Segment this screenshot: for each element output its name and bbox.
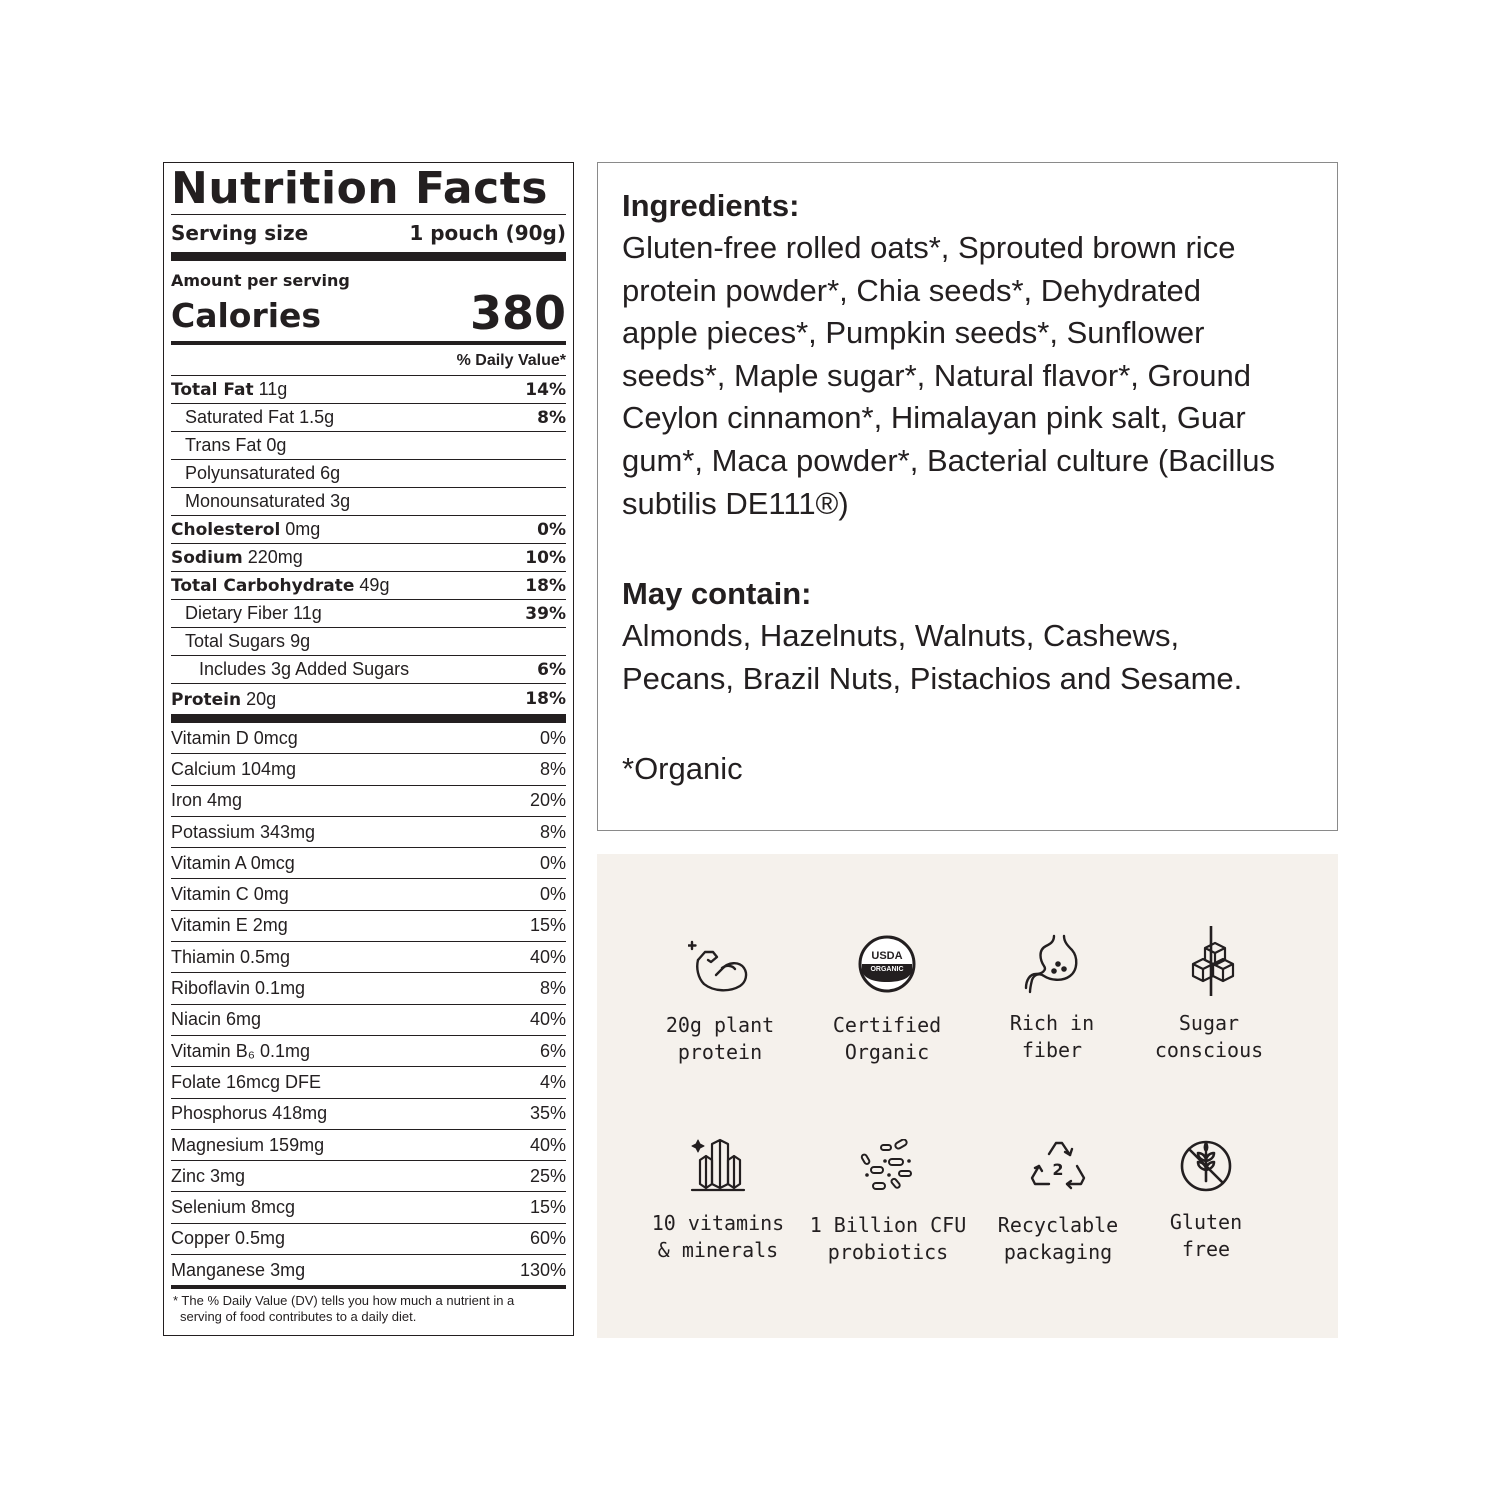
vitamin-mineral-row (171, 1066, 566, 1097)
vitamin-mineral-label: Thiamin 0.5mg (171, 946, 291, 967)
vitamin-mineral-label: Vitamin B₆ 0.1mg (171, 1040, 310, 1061)
nutrient-name: Total Carbohydrate (171, 576, 355, 596)
ingredients-line: apple pieces*, Pumpkin seeds*, Sunflower (622, 315, 1205, 351)
vitamin-mineral-dv: 0% (539, 852, 566, 873)
nutrient-amount: 9g (290, 631, 311, 651)
seal-top-text: USDA (871, 950, 903, 962)
seal-band-text: ORGANIC (870, 966, 904, 973)
nutrient-row-total-fat (171, 375, 566, 403)
vitamin-mineral-row (171, 1191, 566, 1222)
ingredients-panel (597, 162, 1338, 831)
vitamin-mineral-label: Vitamin C 0mg (171, 884, 289, 905)
nutrient-row-monounsaturated (171, 487, 566, 515)
vitamin-mineral-row (171, 972, 566, 1003)
nutrient-row-total-carbohydrate (171, 571, 566, 599)
vitamin-mineral-row (171, 1004, 566, 1035)
nutrient-name: Sodium (171, 548, 243, 568)
vitamin-mineral-dv: 8% (539, 758, 566, 779)
vitamin-mineral-row (171, 1098, 566, 1129)
nutrient-amount: 1.5g (299, 407, 335, 427)
nutrient-dv: 18% (525, 575, 566, 596)
may-contain-line: Pecans, Brazil Nuts, Pistachios and Sesame. (622, 660, 1243, 696)
nutrient-name: Includes 3g Added Sugars (199, 659, 410, 679)
nutrient-dv: 8% (537, 407, 566, 428)
calories-block (171, 271, 566, 341)
nutrient-row-total-sugars (171, 627, 566, 655)
ingredients-line: Gluten-free rolled oats*, Sprouted brown rice (622, 230, 1236, 265)
vitamin-mineral-row (171, 1160, 566, 1191)
vitamin-mineral-dv: 4% (539, 1071, 566, 1092)
nutrient-name: Total Sugars (185, 631, 286, 651)
vitamin-mineral-row (171, 1223, 566, 1254)
serving-size-row (171, 215, 566, 252)
recycle-number: 2 (1052, 1160, 1064, 1179)
calories-row (171, 286, 566, 340)
vitamin-mineral-label: Selenium 8mcg (171, 1197, 296, 1218)
nutrient-row-added-sugars (171, 655, 566, 683)
badge-label-line: 10 vitamins (651, 1211, 785, 1235)
divider (171, 252, 566, 261)
badge-label (635, 1012, 805, 1066)
macronutrient-rows (171, 375, 566, 714)
nutrient-amount: 220mg (247, 547, 303, 567)
usda-organic-seal-icon (857, 934, 917, 994)
nutrient-dv: 18% (525, 689, 566, 709)
badge-recyclable-packaging (973, 1140, 1143, 1266)
badge-label-line: probiotics (827, 1240, 949, 1264)
serving-size-label: Serving size (171, 221, 309, 245)
ingredients-line: subtilis DE111®) (622, 485, 849, 521)
nutrient-name: Trans Fat (185, 435, 262, 455)
vitamins-minerals-list (171, 723, 566, 1285)
badge-sugar-conscious (1124, 924, 1294, 1064)
badge-label-line: Rich in (1009, 1011, 1095, 1035)
vitamin-mineral-label: Calcium 104mg (171, 758, 297, 779)
may-contain-line: Almonds, Hazelnuts, Walnuts, Cashews, (622, 618, 1180, 654)
nutrient-dv: 0% (537, 519, 566, 540)
nutrient-row-protein (171, 683, 566, 714)
badge-label-line: 20g plant (665, 1013, 775, 1037)
vitamin-mineral-dv: 8% (539, 821, 566, 842)
nutrient-name: Protein (171, 689, 242, 710)
vitamin-mineral-label: Potassium 343mg (171, 821, 316, 842)
vitamin-mineral-label: Zinc 3mg (171, 1165, 246, 1186)
vitamin-mineral-label: Vitamin D 0mcg (171, 727, 298, 748)
vitamin-mineral-dv: 130% (519, 1259, 566, 1280)
product-badges-panel (597, 854, 1338, 1338)
badge-vitamins-minerals (633, 1138, 803, 1264)
vitamin-mineral-dv: 0% (539, 727, 566, 748)
nutrient-row-saturated-fat (171, 403, 566, 431)
nutrient-amount: 0mg (285, 519, 321, 539)
nutrient-name: Monounsaturated (185, 491, 326, 511)
badge-certified-organic (802, 934, 972, 1066)
vitamin-mineral-label: Riboflavin 0.1mg (171, 978, 306, 999)
vitamin-mineral-dv: 15% (529, 915, 566, 936)
daily-value-footnote (171, 1289, 566, 1325)
vitamin-mineral-label: Phosphorus 418mg (171, 1103, 328, 1124)
vitamin-mineral-label: Manganese 3mg (171, 1259, 306, 1280)
probiotics-icon (859, 1139, 917, 1195)
nutrient-amount: 20g (246, 688, 277, 709)
vitamin-mineral-row (171, 753, 566, 784)
stomach-icon (1024, 934, 1080, 996)
nutrient-amount: 49g (359, 575, 390, 595)
badge-label-line: fiber (1021, 1038, 1083, 1062)
badge-label-line: Recyclable (997, 1213, 1119, 1237)
ingredients-line: seeds*, Maple sugar*, Natural flavor*, Ground (622, 357, 1251, 393)
vitamin-mineral-dv: 20% (529, 790, 566, 811)
nutrient-name: Polyunsaturated (185, 463, 316, 483)
vitamin-mineral-row (171, 1035, 566, 1066)
vitamin-mineral-label: Copper 0.5mg (171, 1228, 286, 1249)
nutrient-row-dietary-fiber (171, 599, 566, 627)
daily-value-header: % Daily Value* (456, 352, 566, 369)
badge-probiotics (803, 1139, 973, 1266)
organic-note: *Organic (622, 751, 743, 787)
vitamin-mineral-label: Magnesium 159mg (171, 1134, 325, 1155)
serving-size-value: 1 pouch (90g) (409, 221, 566, 245)
vitamin-mineral-label: Iron 4mg (171, 790, 243, 811)
badge-label (633, 1210, 803, 1264)
ingredients-line: protein powder*, Chia seeds*, Dehydrated (622, 272, 1202, 308)
badge-label-line: free (1181, 1237, 1231, 1261)
vitamin-mineral-row (171, 941, 566, 972)
badge-gluten-free (1121, 1139, 1291, 1263)
nutrient-name: Total Fat (171, 380, 254, 400)
footnote-line: serving of food contributes to a daily diet. (180, 1309, 417, 1325)
nutrient-row-sodium (171, 543, 566, 571)
nutrient-name: Saturated Fat (185, 407, 295, 427)
nutrient-amount: 11g (258, 379, 288, 399)
footnote-line: * The % Daily Value (DV) tells you how much a nutrient in a (173, 1293, 515, 1309)
nutrient-amount: 3g (330, 491, 351, 511)
nutrient-dv: 39% (525, 603, 566, 624)
badge-label (1121, 1209, 1291, 1263)
badge-label-line: Organic (844, 1040, 930, 1064)
vitamin-mineral-dv: 15% (529, 1197, 566, 1218)
vitamin-mineral-dv: 25% (529, 1165, 566, 1186)
vitamin-mineral-dv: 6% (539, 1040, 566, 1061)
nutrient-amount: 6g (320, 463, 341, 483)
nutrient-dv: 6% (537, 659, 566, 680)
ingredients-line: gum*, Maca powder*, Bacterial culture (Bacillus (622, 442, 1275, 478)
badge-label-line: Certified (832, 1013, 942, 1037)
flexed-arm-icon (688, 938, 752, 996)
ingredients-heading: Ingredients: (622, 188, 800, 223)
badge-label (973, 1212, 1143, 1266)
nutrition-facts-panel (163, 162, 574, 1336)
nutrient-amount: 0g (266, 435, 287, 455)
nutrient-name: Dietary Fiber (185, 603, 289, 623)
badge-label-line: protein (677, 1040, 763, 1064)
vitamin-mineral-dv: 35% (529, 1103, 566, 1124)
no-gluten-icon (1179, 1139, 1233, 1193)
vitamin-mineral-label: Niacin 6mg (171, 1009, 262, 1030)
badge-label-line: Sugar (1178, 1011, 1240, 1035)
vitamin-mineral-row (171, 847, 566, 878)
vitamin-mineral-label: Vitamin A 0mcg (171, 852, 295, 873)
nutrient-row-cholesterol (171, 515, 566, 543)
badge-label (1124, 1010, 1294, 1064)
vitamin-mineral-dv: 60% (529, 1228, 566, 1249)
badge-label-line: conscious (1154, 1038, 1264, 1062)
may-contain-heading: May contain: (622, 576, 812, 612)
badge-label-line: packaging (1003, 1240, 1113, 1264)
vitamin-mineral-row (171, 1254, 566, 1285)
badge-label (803, 1212, 973, 1266)
ingredients-line: Ceylon cinnamon*, Himalayan pink salt, Guar (622, 400, 1246, 436)
nutrient-dv: 14% (525, 379, 566, 400)
ingredients-text (622, 227, 1313, 525)
vitamin-mineral-label: Vitamin E 2mg (171, 915, 288, 936)
vitamin-mineral-row (171, 878, 566, 909)
nutrient-dv: 10% (525, 547, 566, 568)
badge-label-line: Gluten (1169, 1210, 1243, 1234)
vitamin-mineral-label: Folate 16mcg DFE (171, 1071, 322, 1092)
vitamin-mineral-dv: 0% (539, 884, 566, 905)
nutrient-name: Cholesterol (171, 520, 281, 540)
nutrient-row-polyunsaturated (171, 459, 566, 487)
vitamin-mineral-dv: 40% (529, 1009, 566, 1030)
nutrition-facts-title: Nutrition Facts (171, 163, 548, 214)
calories-value: 380 (469, 286, 566, 340)
vitamin-mineral-dv: 40% (529, 946, 566, 967)
calories-label: Calories (171, 296, 322, 335)
nutrient-row-trans-fat (171, 431, 566, 459)
badge-rich-in-fiber (967, 934, 1137, 1064)
nutrient-amount: 11g (293, 603, 322, 623)
may-contain-text (622, 615, 1313, 700)
vitamin-mineral-dv: 40% (529, 1134, 566, 1155)
vitamin-mineral-dv: 8% (539, 978, 566, 999)
recycle-icon (1029, 1140, 1087, 1194)
divider (171, 714, 566, 723)
badge-label (802, 1012, 972, 1066)
vitamin-mineral-row (171, 1129, 566, 1160)
vitamin-mineral-row (171, 723, 566, 753)
badge-label (967, 1010, 1137, 1064)
vitamin-mineral-row (171, 785, 566, 816)
crystals-icon (690, 1138, 746, 1192)
vitamin-mineral-row (171, 910, 566, 941)
badge-label-line: 1 Billion CFU (809, 1213, 967, 1237)
sugar-cubes-icon (1179, 924, 1239, 998)
badge-plant-protein (635, 938, 805, 1066)
badge-label-line: & minerals (657, 1238, 779, 1262)
vitamin-mineral-row (171, 816, 566, 847)
amount-per-serving-label: Amount per serving (171, 271, 350, 290)
